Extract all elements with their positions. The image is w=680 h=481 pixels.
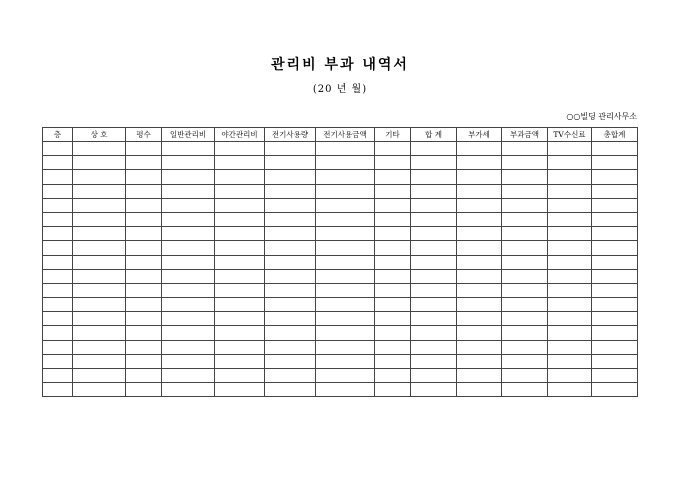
table-cell[interactable] xyxy=(73,241,126,255)
table-cell[interactable] xyxy=(43,142,73,156)
table-cell[interactable] xyxy=(502,326,548,340)
table-cell[interactable] xyxy=(316,283,375,297)
table-cell[interactable] xyxy=(592,312,638,326)
table-cell[interactable] xyxy=(43,383,73,397)
table-cell[interactable] xyxy=(265,227,316,241)
table-cell[interactable] xyxy=(162,369,215,383)
table-cell[interactable] xyxy=(548,184,592,198)
table-cell[interactable] xyxy=(265,198,316,212)
table-cell[interactable] xyxy=(457,184,502,198)
table-row xyxy=(43,198,638,212)
table-cell[interactable] xyxy=(215,156,265,170)
table-row xyxy=(43,241,638,255)
table-cell[interactable] xyxy=(502,255,548,269)
table-cell[interactable] xyxy=(215,255,265,269)
table-cell[interactable] xyxy=(43,340,73,354)
table-cell[interactable] xyxy=(411,312,457,326)
table-cell[interactable] xyxy=(73,170,126,184)
table-cell[interactable] xyxy=(73,198,126,212)
table-cell[interactable] xyxy=(502,340,548,354)
table-cell[interactable] xyxy=(548,369,592,383)
table-cell[interactable] xyxy=(502,198,548,212)
table-row xyxy=(43,354,638,368)
table-cell[interactable] xyxy=(316,369,375,383)
table-cell[interactable] xyxy=(162,170,215,184)
table-cell[interactable] xyxy=(215,354,265,368)
table-cell[interactable] xyxy=(126,170,162,184)
table-cell[interactable] xyxy=(592,212,638,226)
table-cell[interactable] xyxy=(316,269,375,283)
table-cell[interactable] xyxy=(265,312,316,326)
table-cell[interactable] xyxy=(126,283,162,297)
table-cell[interactable] xyxy=(411,142,457,156)
table-cell[interactable] xyxy=(316,212,375,226)
table-cell[interactable] xyxy=(502,298,548,312)
table-cell[interactable] xyxy=(502,156,548,170)
table-cell[interactable] xyxy=(457,212,502,226)
table-cell[interactable] xyxy=(375,369,411,383)
table-row xyxy=(43,142,638,156)
table-cell[interactable] xyxy=(457,340,502,354)
table-cell[interactable] xyxy=(73,156,126,170)
header-tenant: 상 호 xyxy=(73,128,126,142)
table-cell[interactable] xyxy=(43,326,73,340)
table-cell[interactable] xyxy=(265,241,316,255)
table-cell[interactable] xyxy=(43,283,73,297)
table-header-row xyxy=(43,128,638,142)
table-cell[interactable] xyxy=(548,298,592,312)
table-cell[interactable] xyxy=(265,142,316,156)
table-cell[interactable] xyxy=(411,255,457,269)
table-cell[interactable] xyxy=(375,383,411,397)
table-cell[interactable] xyxy=(375,170,411,184)
table-cell[interactable] xyxy=(73,369,126,383)
table-cell[interactable] xyxy=(316,227,375,241)
table-cell[interactable] xyxy=(43,156,73,170)
table-cell[interactable] xyxy=(592,383,638,397)
header-area: 평수 xyxy=(126,128,162,142)
table-cell[interactable] xyxy=(411,170,457,184)
table-cell[interactable] xyxy=(375,212,411,226)
table-cell[interactable] xyxy=(162,283,215,297)
table-cell[interactable] xyxy=(316,198,375,212)
table-cell[interactable] xyxy=(162,255,215,269)
document-period: (20 년 월) xyxy=(312,84,368,95)
table-row xyxy=(43,298,638,312)
table-cell[interactable] xyxy=(592,340,638,354)
table-cell[interactable] xyxy=(43,369,73,383)
table-cell[interactable] xyxy=(43,184,73,198)
table-cell[interactable] xyxy=(375,198,411,212)
table-cell[interactable] xyxy=(592,241,638,255)
header-other: 기타 xyxy=(375,128,411,142)
table-cell[interactable] xyxy=(43,255,73,269)
table-cell[interactable] xyxy=(592,184,638,198)
table-cell[interactable] xyxy=(411,184,457,198)
table-cell[interactable] xyxy=(548,340,592,354)
table-cell[interactable] xyxy=(162,227,215,241)
table-cell[interactable] xyxy=(265,383,316,397)
table-cell[interactable] xyxy=(375,142,411,156)
table-cell[interactable] xyxy=(548,198,592,212)
table-cell[interactable] xyxy=(126,383,162,397)
table-cell[interactable] xyxy=(215,142,265,156)
table-cell[interactable] xyxy=(162,241,215,255)
table-cell[interactable] xyxy=(375,298,411,312)
table-cell[interactable] xyxy=(457,283,502,297)
table-cell[interactable] xyxy=(592,283,638,297)
table-cell[interactable] xyxy=(215,227,265,241)
header-subtotal: 합 계 xyxy=(411,128,457,142)
table-cell[interactable] xyxy=(548,212,592,226)
table-cell[interactable] xyxy=(215,340,265,354)
table-row xyxy=(43,156,638,170)
table-cell[interactable] xyxy=(316,326,375,340)
table-cell[interactable] xyxy=(43,312,73,326)
table-cell[interactable] xyxy=(73,354,126,368)
table-cell[interactable] xyxy=(592,227,638,241)
table-body xyxy=(43,142,638,397)
table-cell[interactable] xyxy=(502,369,548,383)
table-cell[interactable] xyxy=(126,354,162,368)
table-cell[interactable] xyxy=(162,142,215,156)
table-cell[interactable] xyxy=(215,298,265,312)
table-cell[interactable] xyxy=(548,227,592,241)
table-cell[interactable] xyxy=(316,184,375,198)
header-grand-total: 총합계 xyxy=(592,128,638,142)
table-cell[interactable] xyxy=(548,354,592,368)
table-cell[interactable] xyxy=(265,354,316,368)
table-cell[interactable] xyxy=(502,283,548,297)
table-cell[interactable] xyxy=(316,354,375,368)
table-cell[interactable] xyxy=(411,298,457,312)
table-cell[interactable] xyxy=(215,269,265,283)
table-cell[interactable] xyxy=(502,269,548,283)
table-cell[interactable] xyxy=(126,241,162,255)
table-row xyxy=(43,227,638,241)
table-cell[interactable] xyxy=(592,326,638,340)
table-cell[interactable] xyxy=(215,198,265,212)
table-row xyxy=(43,170,638,184)
table-cell[interactable] xyxy=(265,170,316,184)
table-cell[interactable] xyxy=(548,142,592,156)
table-cell[interactable] xyxy=(548,255,592,269)
table-cell[interactable] xyxy=(162,269,215,283)
header-general-fee: 일반관리비 xyxy=(162,128,215,142)
table-cell[interactable] xyxy=(316,255,375,269)
table-cell[interactable] xyxy=(457,227,502,241)
table-cell[interactable] xyxy=(126,212,162,226)
table-cell[interactable] xyxy=(375,312,411,326)
table-cell[interactable] xyxy=(411,269,457,283)
table-cell[interactable] xyxy=(592,354,638,368)
table-cell[interactable] xyxy=(457,383,502,397)
table-cell[interactable] xyxy=(375,354,411,368)
table-cell[interactable] xyxy=(73,326,126,340)
table-cell[interactable] xyxy=(43,212,73,226)
table-cell[interactable] xyxy=(457,298,502,312)
table-cell[interactable] xyxy=(502,184,548,198)
table-cell[interactable] xyxy=(73,227,126,241)
table-cell[interactable] xyxy=(73,383,126,397)
table-cell[interactable] xyxy=(73,142,126,156)
table-cell[interactable] xyxy=(375,340,411,354)
table-cell[interactable] xyxy=(265,156,316,170)
table-cell[interactable] xyxy=(126,198,162,212)
table-row xyxy=(43,283,638,297)
table-cell[interactable] xyxy=(215,184,265,198)
table-row xyxy=(43,269,638,283)
table-cell[interactable] xyxy=(375,241,411,255)
table-cell[interactable] xyxy=(548,326,592,340)
table-cell[interactable] xyxy=(73,283,126,297)
table-cell[interactable] xyxy=(592,170,638,184)
table-row xyxy=(43,184,638,198)
table-cell[interactable] xyxy=(457,269,502,283)
table-cell[interactable] xyxy=(265,283,316,297)
table-cell[interactable] xyxy=(548,241,592,255)
table-cell[interactable] xyxy=(162,340,215,354)
table-cell[interactable] xyxy=(316,142,375,156)
header-vat: 부가세 xyxy=(457,128,502,142)
table-cell[interactable] xyxy=(457,312,502,326)
table-cell[interactable] xyxy=(411,340,457,354)
table-cell[interactable] xyxy=(548,269,592,283)
table-cell[interactable] xyxy=(375,326,411,340)
table-cell[interactable] xyxy=(162,326,215,340)
table-cell[interactable] xyxy=(43,227,73,241)
table-cell[interactable] xyxy=(126,326,162,340)
table-row xyxy=(43,255,638,269)
table-cell[interactable] xyxy=(592,369,638,383)
table-cell[interactable] xyxy=(126,142,162,156)
table-cell[interactable] xyxy=(215,383,265,397)
table-cell[interactable] xyxy=(502,383,548,397)
table-cell[interactable] xyxy=(265,326,316,340)
table-cell[interactable] xyxy=(265,340,316,354)
table-cell[interactable] xyxy=(375,184,411,198)
table-cell[interactable] xyxy=(502,354,548,368)
table-cell[interactable] xyxy=(43,198,73,212)
table-cell[interactable] xyxy=(375,227,411,241)
table-cell[interactable] xyxy=(215,369,265,383)
table-cell[interactable] xyxy=(457,241,502,255)
table-cell[interactable] xyxy=(457,142,502,156)
management-office: ○○빌딩 관리사무소 xyxy=(566,112,637,121)
table-cell[interactable] xyxy=(265,298,316,312)
table-cell[interactable] xyxy=(375,255,411,269)
table-cell[interactable] xyxy=(502,170,548,184)
table-cell[interactable] xyxy=(548,383,592,397)
table-cell[interactable] xyxy=(126,255,162,269)
table-cell[interactable] xyxy=(316,312,375,326)
table-cell[interactable] xyxy=(457,354,502,368)
table-cell[interactable] xyxy=(457,198,502,212)
table-cell[interactable] xyxy=(43,170,73,184)
table-cell[interactable] xyxy=(457,369,502,383)
table-cell[interactable] xyxy=(215,212,265,226)
table-cell[interactable] xyxy=(411,212,457,226)
table-cell[interactable] xyxy=(43,354,73,368)
table-row xyxy=(43,369,638,383)
header-power-usage: 전기사용량 xyxy=(265,128,316,142)
table-cell[interactable] xyxy=(457,156,502,170)
header-billed-amount: 부과금액 xyxy=(502,128,548,142)
table-cell[interactable] xyxy=(265,184,316,198)
table-cell[interactable] xyxy=(73,298,126,312)
table-cell[interactable] xyxy=(43,241,73,255)
table-cell[interactable] xyxy=(411,241,457,255)
table-cell[interactable] xyxy=(162,156,215,170)
table-cell[interactable] xyxy=(592,269,638,283)
table-cell[interactable] xyxy=(316,156,375,170)
table-cell[interactable] xyxy=(316,170,375,184)
table-cell[interactable] xyxy=(43,298,73,312)
table-cell[interactable] xyxy=(215,283,265,297)
table-cell[interactable] xyxy=(162,312,215,326)
table-cell[interactable] xyxy=(457,326,502,340)
table-cell[interactable] xyxy=(126,156,162,170)
table-cell[interactable] xyxy=(162,212,215,226)
table-cell[interactable] xyxy=(592,255,638,269)
table-cell[interactable] xyxy=(502,227,548,241)
table-cell[interactable] xyxy=(548,312,592,326)
table-cell[interactable] xyxy=(126,184,162,198)
table-cell[interactable] xyxy=(162,298,215,312)
table-cell[interactable] xyxy=(375,283,411,297)
table-row xyxy=(43,340,638,354)
table-cell[interactable] xyxy=(162,354,215,368)
table-cell[interactable] xyxy=(73,255,126,269)
table-cell[interactable] xyxy=(215,326,265,340)
table-row xyxy=(43,312,638,326)
table-cell[interactable] xyxy=(316,340,375,354)
table-cell[interactable] xyxy=(457,255,502,269)
table-cell[interactable] xyxy=(265,269,316,283)
table-cell[interactable] xyxy=(162,198,215,212)
table-cell[interactable] xyxy=(73,340,126,354)
table-cell[interactable] xyxy=(73,312,126,326)
table-cell[interactable] xyxy=(73,184,126,198)
table-cell[interactable] xyxy=(411,227,457,241)
table-cell[interactable] xyxy=(126,269,162,283)
table-cell[interactable] xyxy=(375,156,411,170)
table-cell[interactable] xyxy=(126,227,162,241)
table-cell[interactable] xyxy=(73,212,126,226)
header-night-fee: 야간관리비 xyxy=(215,128,265,142)
table-row xyxy=(43,383,638,397)
table-cell[interactable] xyxy=(411,198,457,212)
table-cell[interactable] xyxy=(73,269,126,283)
table-cell[interactable] xyxy=(502,142,548,156)
table-row xyxy=(43,326,638,340)
table-row xyxy=(43,212,638,226)
table-cell[interactable] xyxy=(316,241,375,255)
header-tv-fee: TV수신료 xyxy=(548,128,592,142)
table-cell[interactable] xyxy=(375,269,411,283)
table-cell[interactable] xyxy=(592,142,638,156)
table-cell[interactable] xyxy=(592,298,638,312)
table-cell[interactable] xyxy=(502,241,548,255)
fee-ledger-table xyxy=(42,127,638,397)
table-cell[interactable] xyxy=(265,212,316,226)
table-cell[interactable] xyxy=(548,156,592,170)
table-cell[interactable] xyxy=(126,312,162,326)
table-cell[interactable] xyxy=(265,369,316,383)
header-power-charge: 전기사용금액 xyxy=(316,128,375,142)
table-cell[interactable] xyxy=(162,383,215,397)
header-floor: 층 xyxy=(43,128,73,142)
table-cell[interactable] xyxy=(592,156,638,170)
table-cell[interactable] xyxy=(126,369,162,383)
table-cell[interactable] xyxy=(411,156,457,170)
table-cell[interactable] xyxy=(215,312,265,326)
document-title: 관리비 부과 내역서 xyxy=(271,57,409,73)
table-cell[interactable] xyxy=(502,212,548,226)
table-cell[interactable] xyxy=(411,383,457,397)
table-cell[interactable] xyxy=(411,326,457,340)
table-cell[interactable] xyxy=(126,298,162,312)
table-cell[interactable] xyxy=(411,369,457,383)
table-cell[interactable] xyxy=(457,170,502,184)
table-cell[interactable] xyxy=(316,383,375,397)
table-cell[interactable] xyxy=(548,283,592,297)
table-cell[interactable] xyxy=(162,184,215,198)
table-cell[interactable] xyxy=(548,170,592,184)
table-cell[interactable] xyxy=(411,283,457,297)
table-cell[interactable] xyxy=(215,241,265,255)
table-cell[interactable] xyxy=(316,298,375,312)
table-cell[interactable] xyxy=(502,312,548,326)
table-cell[interactable] xyxy=(215,170,265,184)
table-cell[interactable] xyxy=(592,198,638,212)
table-cell[interactable] xyxy=(126,340,162,354)
table-cell[interactable] xyxy=(265,255,316,269)
table-cell[interactable] xyxy=(411,354,457,368)
table-cell[interactable] xyxy=(43,269,73,283)
